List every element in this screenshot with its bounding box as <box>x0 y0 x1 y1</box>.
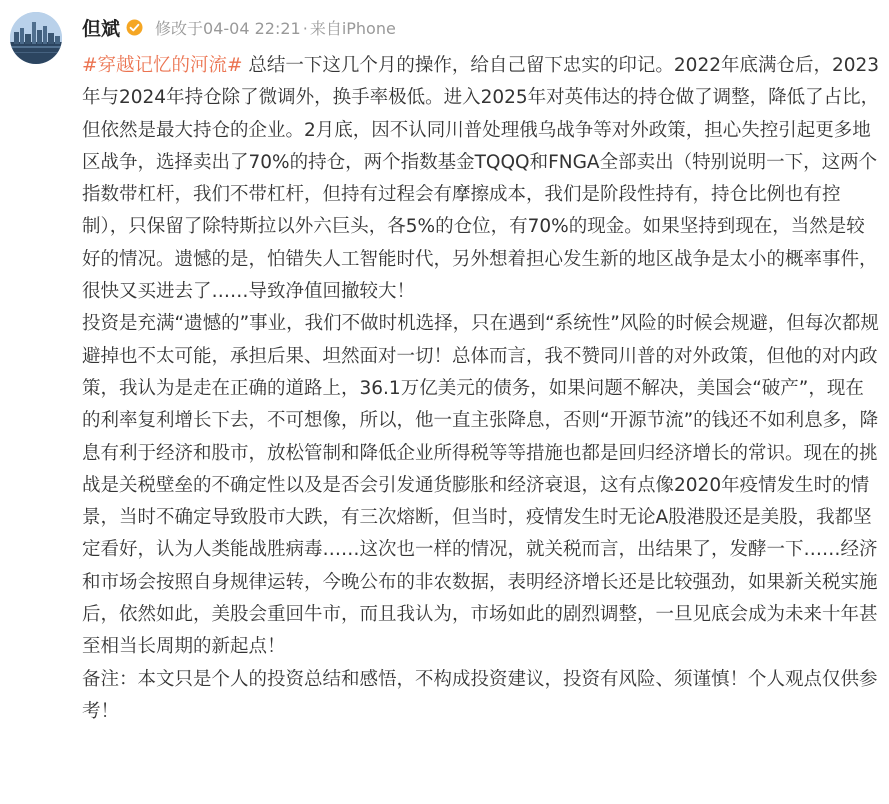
city-skyline-icon <box>10 12 62 64</box>
author-name[interactable]: 但斌 <box>82 17 121 40</box>
verified-badge-icon <box>126 19 143 36</box>
avatar[interactable] <box>10 12 62 64</box>
paragraph-2: 投资是充满“遗憾的”事业，我们不做时机选择，只在遇到“系统性”风险的时候会规避，但每次都规避掉也不太可能，承担后果、坦然面对一切！总体而言，我不赞同川普的对外政策，但他的对内政策，我认为是走在正确的道路上，36.1万亿美元的债务，如果问题不解决，美国会“破产”，现在的利率复利增长下去，不可想像，所以，他一直主张降息，否则“开源节流”的钱还不如利息多，降息有利于经济和股市，放松管制和降低企业所得税等等措施也都是回归经济增长的常识。现在的挑战是关税壁垒的不确定性以及是否会引发通货膨胀和经济衰退，这有点像2020年疫情发生时的情景，当时不确定导致股市大跌，有三次熔断，但当时，疫情发生时无论A股港股还是美股，我都坚定看好，认为人类能战胜病毒……这次也一样的情况，就关税而言，出结果了，发酵一下……经济和市场会按照自身规律运转，今晚公布的非农数据，表明经济增长还是比较强劲，如果新关税实施后，依然如此，美股会重回牛市，而且我认为，市场如此的剧烈调整，一旦见底会成为未来十年甚至相当长周期的新起点！ <box>82 313 879 658</box>
post-source[interactable]: 来自iPhone <box>309 18 396 38</box>
paragraph-3: 备注：本文只是个人的投资总结和感悟，不构成投资建议，投资有风险、须谨慎！个人观点仅供参考！ <box>82 668 878 722</box>
post-content <box>82 50 882 728</box>
paragraph-1 <box>82 50 882 308</box>
hashtag-link[interactable]: #穿越记忆的河流# <box>82 55 243 76</box>
post-header <box>82 12 396 42</box>
post-meta <box>155 16 396 39</box>
edited-timestamp: 修改于04-04 22:21 <box>155 18 301 38</box>
meta-separator: · <box>302 18 308 38</box>
paragraph-1-text: 总结一下这几个月的操作，给自己留下忠实的印记。2022年底满仓后，2023年与2024年持仓除了微调外，换手率极低。进入2025年对英伟达的持仓做了调整，降低了占比，但依然是最大持仓的企业。2月底，因不认同川普处理俄乌战争等对外政策，担心失控引起更多地区战争，选择卖出了70%的持仓，两个指数基金TQQQ和FNGA全部卖出（特别说明一下，这两个指数带杠杆，我们不带杠杆，但持有过程会有摩擦成本，我们是阶段性持有，持仓比例也有控制），只保留了除特斯拉以外六巨头，各5%的仓位，有70%的现金。如果坚持到现在，当然是较好的情况。遗憾的是，怕错失人工智能时代，另外想着担心发生新的地区战争是太小的概率事件，很快又买进去了……导致净值回撤较大！ <box>82 55 880 303</box>
